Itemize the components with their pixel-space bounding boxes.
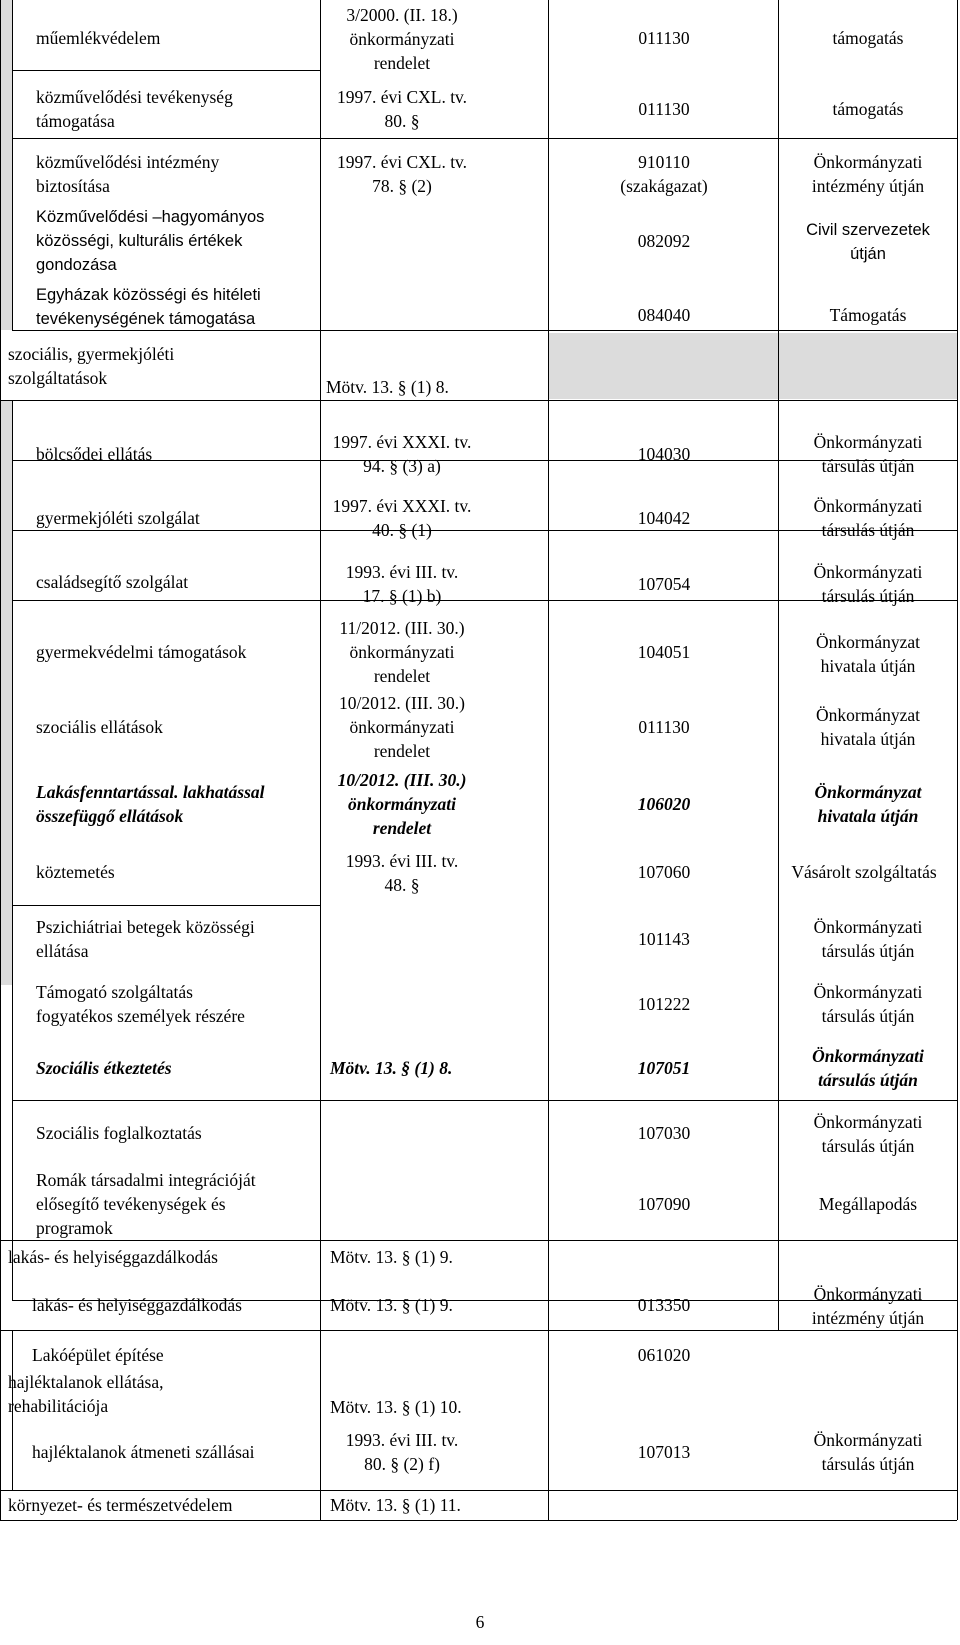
left-margin-shade <box>0 0 12 330</box>
delivery-mode: Önkormányzati társulás útján <box>813 1430 923 1474</box>
legal-basis: Mötv. 13. § (1) 8. <box>330 1058 453 1078</box>
function-code: 084040 <box>637 305 691 325</box>
task-name: köztemetés <box>36 862 115 882</box>
delivery-mode: Önkormányzati társulás útján <box>813 982 923 1026</box>
row-line <box>0 1240 957 1241</box>
legal-basis: 11/2012. (III. 30.) önkormányzati rendelet <box>339 618 465 686</box>
delivery-mode: Önkormányzati társulás útján <box>813 432 923 476</box>
delivery-mode: Megállapodás <box>818 1194 918 1214</box>
delivery-mode: támogatás <box>832 28 904 48</box>
function-code: 082092 <box>637 231 691 251</box>
task-name: lakás- és helyiséggazdálkodás <box>32 1295 242 1315</box>
function-code: 107013 <box>637 1442 691 1462</box>
task-name: Támogató szolgáltatás fogyatékos személyek részére <box>36 982 245 1026</box>
page-number: 6 <box>475 1612 485 1632</box>
legal-basis: 10/2012. (III. 30.) önkormányzati rendelet <box>339 693 465 761</box>
row-line <box>12 1100 957 1101</box>
legal-basis: 1997. évi XXXI. tv. 94. § (3) a) <box>332 432 472 476</box>
left-margin-shade <box>0 400 12 985</box>
function-code: 107030 <box>637 1123 691 1143</box>
function-code: 104042 <box>637 508 691 528</box>
function-code: 011130 <box>638 99 690 119</box>
delivery-mode: Önkormányzati társulás útján <box>813 917 923 961</box>
legal-basis: 1993. évi III. tv. 48. § <box>345 851 459 895</box>
function-code: 061020 <box>637 1345 691 1365</box>
table-border <box>0 0 1 1520</box>
function-code: 101143 <box>638 929 690 949</box>
section-title: hajléktalanok ellátása, rehabilitációja <box>8 1372 164 1416</box>
legal-basis: 1993. évi III. tv. 17. § (1) b) <box>345 562 459 606</box>
task-name: közművelődési tevékenység támogatása <box>36 87 233 131</box>
legal-basis: 1993. évi III. tv. 80. § (2) f) <box>345 1430 459 1474</box>
delivery-mode: Önkormányzati társulás útján <box>813 562 923 606</box>
delivery-mode: támogatás <box>832 99 904 119</box>
delivery-mode: Önkormányzati intézmény útján <box>811 152 925 196</box>
column-divider <box>778 0 779 1330</box>
delivery-mode: Önkormányzati társulás útján <box>813 1112 923 1156</box>
row-line <box>12 905 320 906</box>
table-border <box>12 400 13 1300</box>
task-name: gyermekjóléti szolgálat <box>36 508 200 528</box>
function-code: 104051 <box>637 642 691 662</box>
row-line <box>12 70 320 71</box>
section-title: lakás- és helyiséggazdálkodás <box>8 1247 218 1267</box>
row-line <box>0 1330 957 1331</box>
task-name: Közművelődési –hagyományos közösségi, kulturális értékek gondozása <box>36 208 265 274</box>
legal-basis: 1997. évi XXXI. tv. 40. § (1) <box>332 496 472 540</box>
function-code: 910110 (szakágazat) <box>620 152 708 196</box>
delivery-mode: Önkormányzat hivatala útján <box>814 782 922 826</box>
section-header-shade <box>548 333 958 399</box>
row-line <box>0 400 957 401</box>
task-name: hajléktalanok átmeneti szállásai <box>32 1442 255 1462</box>
task-name: bölcsődei ellátás <box>36 444 153 464</box>
task-name: Szociális foglalkoztatás <box>36 1123 202 1143</box>
delivery-mode: Vásárolt szolgáltatás <box>791 862 937 882</box>
section-legal-basis: Mötv. 13. § (1) 9. <box>330 1247 453 1267</box>
task-name: Romák társadalmi integrációját elősegítő tevékenységek és programok <box>36 1170 256 1238</box>
legal-basis: 3/2000. (II. 18.) önkormányzati rendelet <box>346 5 458 73</box>
task-name: Pszichiátriai betegek közösségi ellátása <box>36 917 255 961</box>
function-code: 011130 <box>638 28 690 48</box>
task-name: Szociális étkeztetés <box>36 1058 172 1078</box>
task-name: közművelődési intézmény biztosítása <box>36 152 220 196</box>
function-code: 104030 <box>637 444 691 464</box>
function-code: 107051 <box>637 1058 691 1078</box>
column-divider <box>548 0 549 1520</box>
legal-basis: 1997. évi CXL. tv. 78. § (2) <box>336 152 468 196</box>
task-name: szociális ellátások <box>36 717 163 737</box>
delivery-mode: Önkormányzati társulás útján <box>813 496 923 540</box>
task-name: Lakásfenntartással. lakhatással összefüggő ellátások <box>36 782 265 826</box>
function-code: 106020 <box>637 794 691 814</box>
table-border <box>957 0 958 1520</box>
function-code: 107090 <box>637 1194 691 1214</box>
row-line <box>12 138 957 139</box>
legal-basis: 1997. évi CXL. tv. 80. § <box>336 87 468 131</box>
column-divider <box>320 1330 321 1520</box>
task-name: Lakóépület építése <box>32 1345 164 1365</box>
task-name: gyermekvédelmi támogatások <box>36 642 247 662</box>
row-line <box>0 1490 957 1491</box>
legal-basis: 10/2012. (III. 30.) önkormányzati rendelet <box>337 770 467 838</box>
section-legal-basis: Mötv. 13. § (1) 11. <box>330 1495 461 1515</box>
delivery-mode: Önkormányzati társulás útján <box>812 1046 924 1090</box>
table-border <box>12 0 13 330</box>
function-code: 013350 <box>637 1295 691 1315</box>
column-divider <box>320 0 321 1330</box>
delivery-mode: Önkormányzat hivatala útján <box>816 705 920 749</box>
function-code: 101222 <box>637 994 691 1014</box>
section-title: szociális, gyermekjóléti szolgáltatások <box>8 344 175 388</box>
delivery-mode: Támogatás <box>829 305 907 325</box>
row-line <box>0 1520 957 1521</box>
section-legal-basis: Mötv. 13. § (1) 10. <box>330 1397 462 1417</box>
function-code: 011130 <box>638 717 690 737</box>
task-name: Egyházak közösségi és hitéleti tevékenységének támogatása <box>36 286 261 328</box>
section-title: környezet- és természetvédelem <box>8 1495 233 1515</box>
section-legal-basis: Mötv. 13. § (1) 8. <box>326 377 449 397</box>
legal-basis: Mötv. 13. § (1) 9. <box>330 1295 453 1315</box>
function-code: 107054 <box>637 574 691 594</box>
delivery-mode: Civil szervezetek útján <box>806 221 930 263</box>
task-name: családsegítő szolgálat <box>36 572 189 592</box>
task-name: műemlékvédelem <box>36 28 161 48</box>
delivery-mode: Önkormányzati intézmény útján <box>811 1284 925 1328</box>
function-code: 107060 <box>637 862 691 882</box>
delivery-mode: Önkormányzat hivatala útján <box>816 632 920 676</box>
